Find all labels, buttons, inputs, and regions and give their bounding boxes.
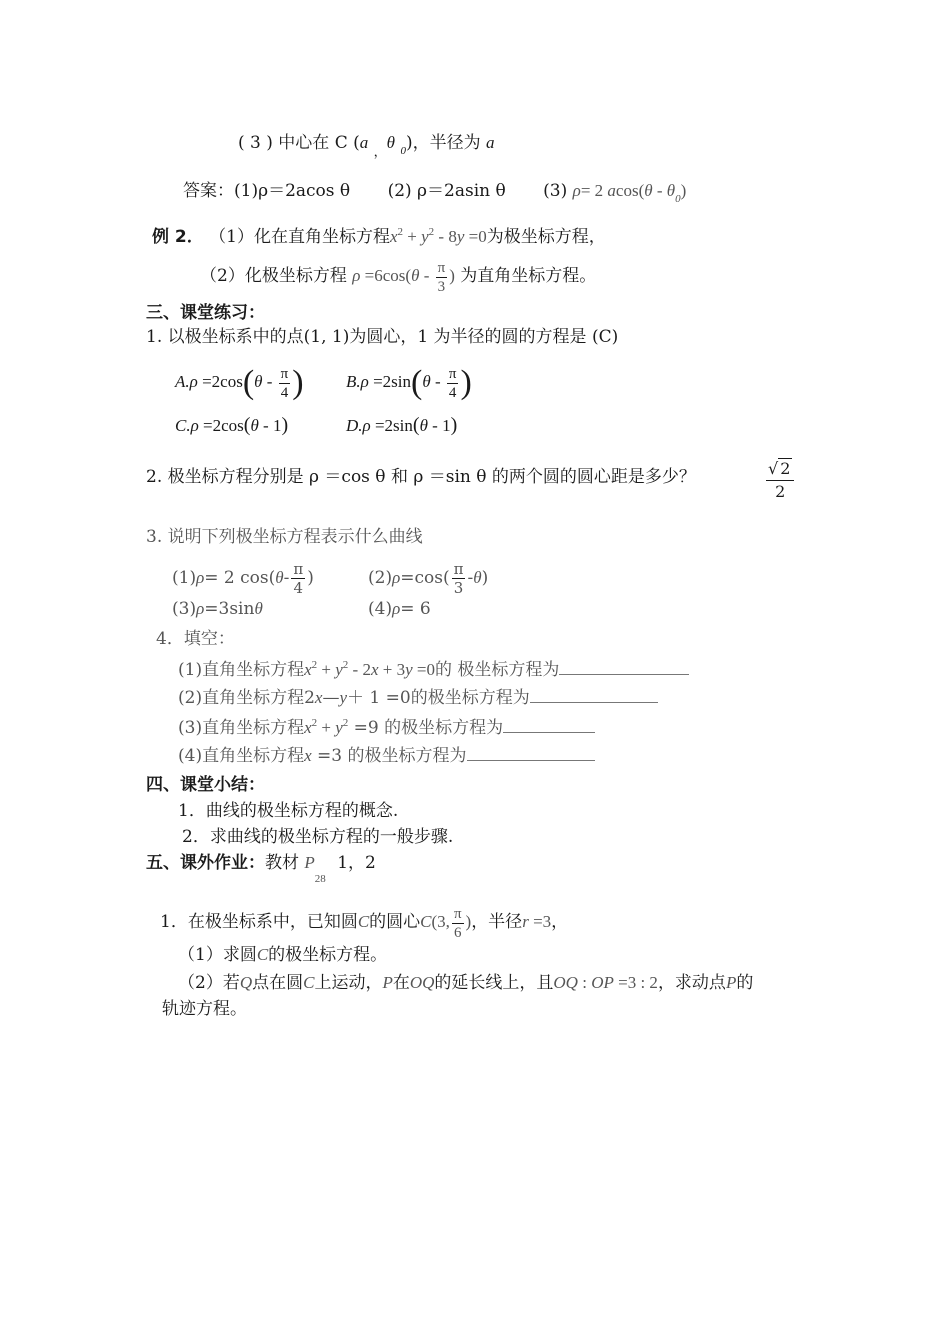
example2-label: 例 2． [152,227,204,247]
item3-prefix: ( 3 ) 中心在 C ( [238,133,360,153]
section5-page: $P_{28}$ [304,853,326,885]
answer-3-label: (3) [543,181,568,201]
answer-1: (1)ρ＝2acos θ [234,181,351,201]
answer-3-formula: ρ= 2 $acos(\theta - \theta_0)$ [572,181,687,205]
q4-fill-2: (2)直角坐标方程2x—y＋ 1 =0的极坐标方程为 [178,686,658,709]
example2-part2 [200,258,596,296]
q3-item-1: (1)ρ= 2 cos(θ- $\frac{\pi}{4}$ ) [172,560,314,597]
answer-2: (2) ρ＝2asin θ [387,181,506,201]
extra-center: C(3, $\frac{\pi}{6}$ ) [420,905,472,941]
q1-text: 1. 以极坐标系中的点(1, 1)为圆心，1 为半径的圆的方程是 (C) [146,327,619,347]
q2-text: 2. 极坐标方程分别是 ρ ＝cos θ 和 ρ ＝sin θ 的两个圆的圆心距是多少？ [146,467,696,487]
section5-heading: 五、课外作业： [146,853,265,873]
q3-item-4: (4)ρ= 6 [368,599,431,619]
extra-part1: （1）求圆C的极坐标方程。 [178,945,388,965]
q3-text: 3. 说明下列极坐标方程表示什么曲线 [146,527,423,547]
q3-item-2: (2)ρ=cos( $\frac{\pi}{3}$ -θ) [368,560,489,597]
q4-fill-1-blank[interactable] [559,658,689,675]
example2-part2-suffix: 为直角坐标方程。 [460,266,597,286]
section5-nums: 1，2 [337,853,376,873]
q4-fill-3: (3)直角坐标方程$x^2 + y^2 =9$ 的极坐标方程为 [178,716,595,741]
q4-fill-3-blank[interactable] [503,716,595,733]
q1-option-d: D.ρ =2sin(θ - 1) [346,414,458,436]
q2-answer: $\frac{√ 2}{2}$ [764,458,796,503]
q4-fill-4-blank[interactable] [467,744,595,761]
section4-heading: 四、课堂小结： [146,775,265,795]
extra-part2: （2）若Q点在圆C上运动，P在OQ的延长线上，且OQ : OP =3 : 2，求动点P的 [178,973,754,993]
item3-suffix: ，半径为 [412,133,481,153]
item3-theta: θ [386,133,396,152]
example2-part1-equation: $x^2 + y^2 - 8y =0$ [389,226,487,246]
section5-line [146,852,376,885]
item3-comma: ， [373,145,387,160]
summary-1: 1．曲线的极坐标方程的概念. [178,801,399,821]
q1-option-b: B.ρ =2sin(θ - $\frac{\pi}{4}$ ) [346,364,472,402]
answer-line [183,180,686,204]
q4-fill-2-blank[interactable] [530,686,658,703]
q1-option-a: A.ρ =2cos(θ - $\frac{\pi}{4}$ ) [175,364,304,402]
extra-part2-cont: 轨迹方程。 [162,999,247,1019]
q4-fill-4: (4)直角坐标方程x =3 的极坐标方程为 [178,744,595,767]
example2-part2-equation: ρ =6cos(θ - $\frac{\pi}{3}$ ) [352,259,455,295]
extra-question: 1．在极坐标系中，已知圆C的圆心C(3, $\frac{\pi}{6}$ )，半径r =3， [160,905,569,941]
section5-book: 教材 [265,853,299,873]
section3-heading: 三、课堂练习： [146,303,265,323]
item3-sub0: 0 [400,145,406,157]
example2-part1-suffix: 为极坐标方程， [486,227,606,247]
q1-option-c: C.ρ =2cos(θ - 1) [175,414,289,436]
item3-a: a [359,133,369,152]
example2-part1 [152,226,606,250]
example2-part2-prefix: （2）化极坐标方程 [200,266,347,286]
q4-heading: 4．填空： [156,629,235,649]
summary-2: 2．求曲线的极坐标方程的一般步骤. [182,827,454,847]
item3-radius: a [485,133,495,152]
q4-fill-1: (1)直角坐标方程$x^2 + y^2 - 2x + 3y =0$的 极坐标方程为 [178,658,689,683]
answer-label: 答案： [183,181,234,201]
q3-item-3: (3)ρ=3sinθ [172,599,263,619]
example2-part1-prefix: （1）化在直角坐标方程 [209,227,390,247]
item3-close: ) [405,133,413,153]
item3-line [238,132,495,160]
